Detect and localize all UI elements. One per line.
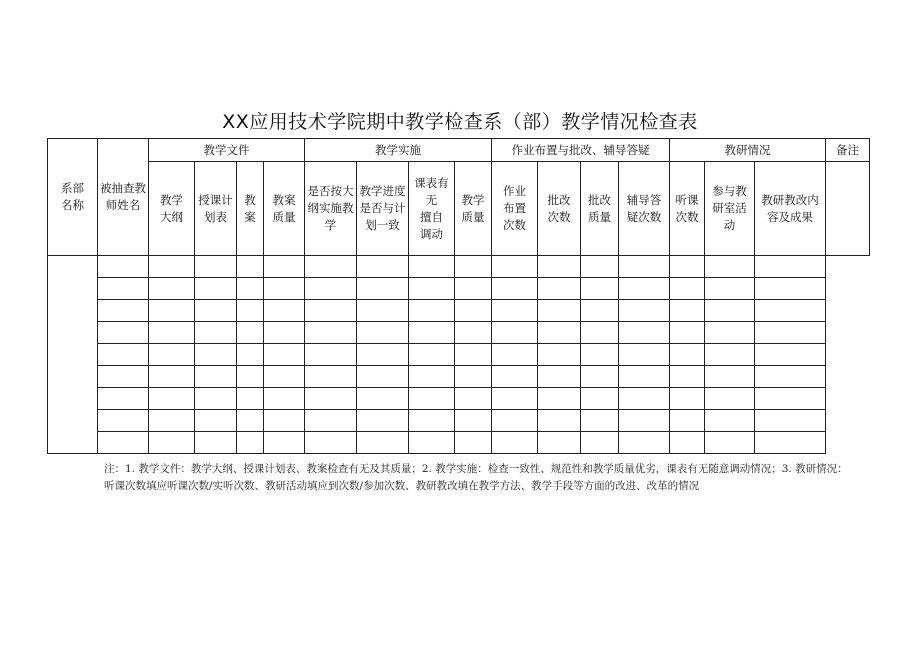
table-cell[interactable] xyxy=(149,366,195,388)
group-header-row xyxy=(48,139,870,162)
table-cell[interactable] xyxy=(705,344,755,366)
table-cell[interactable] xyxy=(670,388,705,410)
table-cell[interactable] xyxy=(455,322,492,344)
table-cell[interactable] xyxy=(149,388,195,410)
table-cell[interactable] xyxy=(305,388,357,410)
table-cell[interactable] xyxy=(670,366,705,388)
table-cell[interactable] xyxy=(98,322,149,344)
table-cell[interactable] xyxy=(357,388,409,410)
table-cell[interactable] xyxy=(705,366,755,388)
sub-header-lesson-plan: 教 案 xyxy=(237,162,264,256)
table-cell[interactable] xyxy=(149,300,195,322)
table-cell[interactable] xyxy=(619,432,670,454)
table-cell[interactable] xyxy=(357,344,409,366)
group-teaching-implementation: 教学实施 xyxy=(305,139,492,162)
table-cell[interactable] xyxy=(264,256,305,278)
sub-header-tutoring-count: 辅导答 疑次数 xyxy=(619,162,670,256)
sub-header-progress-matches-plan: 教学进度 是否与计 划一致 xyxy=(357,162,409,256)
table-cell[interactable] xyxy=(237,432,264,454)
table-cell[interactable] xyxy=(670,300,705,322)
table-cell[interactable] xyxy=(305,256,357,278)
table-cell[interactable] xyxy=(195,366,237,388)
table-cell[interactable] xyxy=(305,278,357,300)
sub-header-row xyxy=(48,162,870,256)
table-cell[interactable] xyxy=(619,322,670,344)
table-cell[interactable] xyxy=(149,410,195,432)
table-cell[interactable] xyxy=(492,410,538,432)
table-cell[interactable] xyxy=(455,256,492,278)
table-cell[interactable] xyxy=(455,410,492,432)
table-cell[interactable] xyxy=(581,322,619,344)
table-cell[interactable] xyxy=(98,432,149,454)
table-cell[interactable] xyxy=(98,366,149,388)
sub-header-teaching-quality: 教学 质量 xyxy=(455,162,492,256)
table-cell[interactable] xyxy=(670,278,705,300)
table-cell[interactable] xyxy=(670,256,705,278)
table-cell[interactable] xyxy=(195,410,237,432)
table-cell[interactable] xyxy=(705,256,755,278)
document-title: XX应用技术学院期中教学检查系（部）教学情况检查表 xyxy=(222,111,698,133)
table-cell[interactable] xyxy=(619,300,670,322)
table-cell[interactable] xyxy=(237,322,264,344)
table-cell[interactable] xyxy=(581,278,619,300)
inspection-table xyxy=(47,138,870,454)
group-remarks: 备注 xyxy=(826,139,870,162)
table-cell[interactable] xyxy=(755,344,826,366)
table-cell[interactable] xyxy=(492,344,538,366)
table-cell[interactable] xyxy=(195,322,237,344)
table-cell[interactable] xyxy=(670,410,705,432)
table-cell[interactable] xyxy=(755,388,826,410)
table-cell[interactable] xyxy=(619,410,670,432)
table-cell[interactable] xyxy=(195,278,237,300)
table-cell[interactable] xyxy=(237,388,264,410)
table-cell[interactable] xyxy=(670,432,705,454)
table-cell[interactable] xyxy=(237,278,264,300)
table-cell[interactable] xyxy=(492,256,538,278)
table-cell[interactable] xyxy=(305,300,357,322)
table-cell[interactable] xyxy=(581,300,619,322)
table-cell[interactable] xyxy=(149,344,195,366)
table-cell[interactable] xyxy=(357,256,409,278)
footnote: 注：1. 教学文件：教学大纲、授课计划表、教案检查有无及其质量；2. 教学实施：检查一致性、规范性和教学质量优劣，课表有无随意调动情况；3. 教研情况：听课次数填应听课次数/实听次数、教研活动填应到次数/参加次数、教研教改填在教学方法、教学手段等方面的改进、改革的情况 xyxy=(104,463,848,492)
table-cell[interactable] xyxy=(619,278,670,300)
table-cell[interactable] xyxy=(455,388,492,410)
sub-header-grading-quality: 批改 质量 xyxy=(581,162,619,256)
table-cell[interactable] xyxy=(305,322,357,344)
table-cell[interactable] xyxy=(264,344,305,366)
table-cell[interactable] xyxy=(264,432,305,454)
table-cell[interactable] xyxy=(237,366,264,388)
table-cell[interactable] xyxy=(149,432,195,454)
table-row xyxy=(48,300,870,322)
table-cell[interactable] xyxy=(538,322,581,344)
department-name-cell[interactable] xyxy=(48,256,98,454)
table-cell[interactable] xyxy=(237,256,264,278)
table-cell[interactable] xyxy=(492,322,538,344)
table-cell[interactable] xyxy=(195,300,237,322)
table-cell[interactable] xyxy=(705,300,755,322)
table-cell[interactable] xyxy=(264,366,305,388)
table-cell[interactable] xyxy=(492,278,538,300)
table-cell[interactable] xyxy=(237,344,264,366)
table-cell[interactable] xyxy=(264,322,305,344)
table-cell[interactable] xyxy=(195,388,237,410)
table-cell[interactable] xyxy=(455,344,492,366)
table-cell[interactable] xyxy=(149,322,195,344)
table-cell[interactable] xyxy=(619,256,670,278)
table-cell[interactable] xyxy=(670,322,705,344)
table-row xyxy=(48,388,870,410)
table-row xyxy=(48,256,870,278)
table-cell[interactable] xyxy=(581,366,619,388)
sub-header-observation-count: 听课 次数 xyxy=(670,162,705,256)
table-cell[interactable] xyxy=(755,300,826,322)
table-cell[interactable] xyxy=(264,278,305,300)
sub-header-grading-count: 批改 次数 xyxy=(538,162,581,256)
sub-header-homework-count: 作业 布置 次数 xyxy=(492,162,538,256)
table-cell[interactable] xyxy=(264,388,305,410)
table-cell[interactable] xyxy=(538,366,581,388)
table-cell[interactable] xyxy=(705,388,755,410)
table-cell[interactable] xyxy=(149,278,195,300)
table-cell[interactable] xyxy=(305,410,357,432)
table-cell[interactable] xyxy=(755,322,826,344)
table-cell[interactable] xyxy=(98,300,149,322)
table-cell[interactable] xyxy=(755,432,826,454)
table-row xyxy=(48,366,870,388)
table-row xyxy=(48,322,870,344)
table-cell[interactable] xyxy=(409,256,455,278)
table-cell[interactable] xyxy=(492,366,538,388)
table-cell[interactable] xyxy=(538,344,581,366)
table-cell[interactable] xyxy=(195,432,237,454)
header-department: 系部 名称 xyxy=(48,139,98,256)
table-cell[interactable] xyxy=(195,256,237,278)
table-cell[interactable] xyxy=(98,278,149,300)
table-cell[interactable] xyxy=(538,278,581,300)
table-cell[interactable] xyxy=(98,344,149,366)
sub-header-research-outcomes: 教研教改内 容及成果 xyxy=(755,162,826,256)
group-homework-tutoring: 作业布置与批改、辅导答疑 xyxy=(492,139,670,162)
table-cell[interactable] xyxy=(538,432,581,454)
table-cell[interactable] xyxy=(409,410,455,432)
table-cell[interactable] xyxy=(357,410,409,432)
table-cell[interactable] xyxy=(581,432,619,454)
sub-header-remarks xyxy=(826,162,870,256)
table-cell[interactable] xyxy=(538,388,581,410)
table-cell[interactable] xyxy=(264,410,305,432)
table-cell[interactable] xyxy=(755,278,826,300)
table-cell[interactable] xyxy=(237,300,264,322)
sub-header-schedule-changes: 课表有 无 擅自 调动 xyxy=(409,162,455,256)
table-cell[interactable] xyxy=(581,388,619,410)
table-cell[interactable] xyxy=(305,344,357,366)
sub-header-follows-syllabus: 是否按大 纲实施教 学 xyxy=(305,162,357,256)
table-cell[interactable] xyxy=(619,366,670,388)
sub-header-lesson-plan-quality: 教案 质量 xyxy=(264,162,305,256)
table-cell[interactable] xyxy=(705,278,755,300)
table-cell[interactable] xyxy=(357,366,409,388)
table-cell[interactable] xyxy=(705,432,755,454)
table-cell[interactable] xyxy=(455,432,492,454)
table-cell[interactable] xyxy=(409,388,455,410)
table-cell[interactable] xyxy=(755,256,826,278)
table-cell[interactable] xyxy=(581,410,619,432)
table-cell[interactable] xyxy=(755,410,826,432)
table-cell[interactable] xyxy=(455,366,492,388)
table-row xyxy=(48,278,870,300)
table-cell[interactable] xyxy=(305,432,357,454)
table-cell[interactable] xyxy=(705,410,755,432)
table-cell[interactable] xyxy=(619,388,670,410)
table-cell[interactable] xyxy=(455,278,492,300)
table-cell[interactable] xyxy=(670,344,705,366)
table-cell[interactable] xyxy=(409,322,455,344)
table-cell[interactable] xyxy=(538,256,581,278)
table-cell[interactable] xyxy=(409,366,455,388)
table-cell[interactable] xyxy=(98,388,149,410)
sub-header-teaching-plan: 授课计 划表 xyxy=(195,162,237,256)
table-cell[interactable] xyxy=(409,300,455,322)
table-row xyxy=(48,432,870,454)
group-teaching-documents: 教学文件 xyxy=(149,139,305,162)
table-cell[interactable] xyxy=(305,366,357,388)
table-cell[interactable] xyxy=(492,300,538,322)
table-cell[interactable] xyxy=(538,300,581,322)
table-cell[interactable] xyxy=(357,300,409,322)
table-cell[interactable] xyxy=(705,322,755,344)
table-cell[interactable] xyxy=(755,366,826,388)
table-row xyxy=(48,344,870,366)
table-row xyxy=(48,410,870,432)
table-cell[interactable] xyxy=(492,432,538,454)
table-cell[interactable] xyxy=(357,322,409,344)
sub-header-research-activities: 参与教 研室活 动 xyxy=(705,162,755,256)
table-cell[interactable] xyxy=(409,278,455,300)
table-cell[interactable] xyxy=(455,300,492,322)
table-cell[interactable] xyxy=(149,256,195,278)
sub-header-syllabus: 教学 大纲 xyxy=(149,162,195,256)
table-cell[interactable] xyxy=(98,256,149,278)
table-cell[interactable] xyxy=(409,432,455,454)
table-body xyxy=(48,256,870,454)
table-cell[interactable] xyxy=(409,344,455,366)
table-cell[interactable] xyxy=(492,388,538,410)
header-teacher: 被抽查教 师姓名 xyxy=(98,139,149,256)
table-cell[interactable] xyxy=(581,344,619,366)
table-cell[interactable] xyxy=(264,300,305,322)
table-cell[interactable] xyxy=(581,256,619,278)
table-cell[interactable] xyxy=(619,344,670,366)
table-cell[interactable] xyxy=(538,410,581,432)
table-cell[interactable] xyxy=(357,278,409,300)
table-cell[interactable] xyxy=(195,344,237,366)
group-teaching-research: 教研情况 xyxy=(670,139,826,162)
table-cell[interactable] xyxy=(357,432,409,454)
table-cell[interactable] xyxy=(98,410,149,432)
table-cell[interactable] xyxy=(237,410,264,432)
